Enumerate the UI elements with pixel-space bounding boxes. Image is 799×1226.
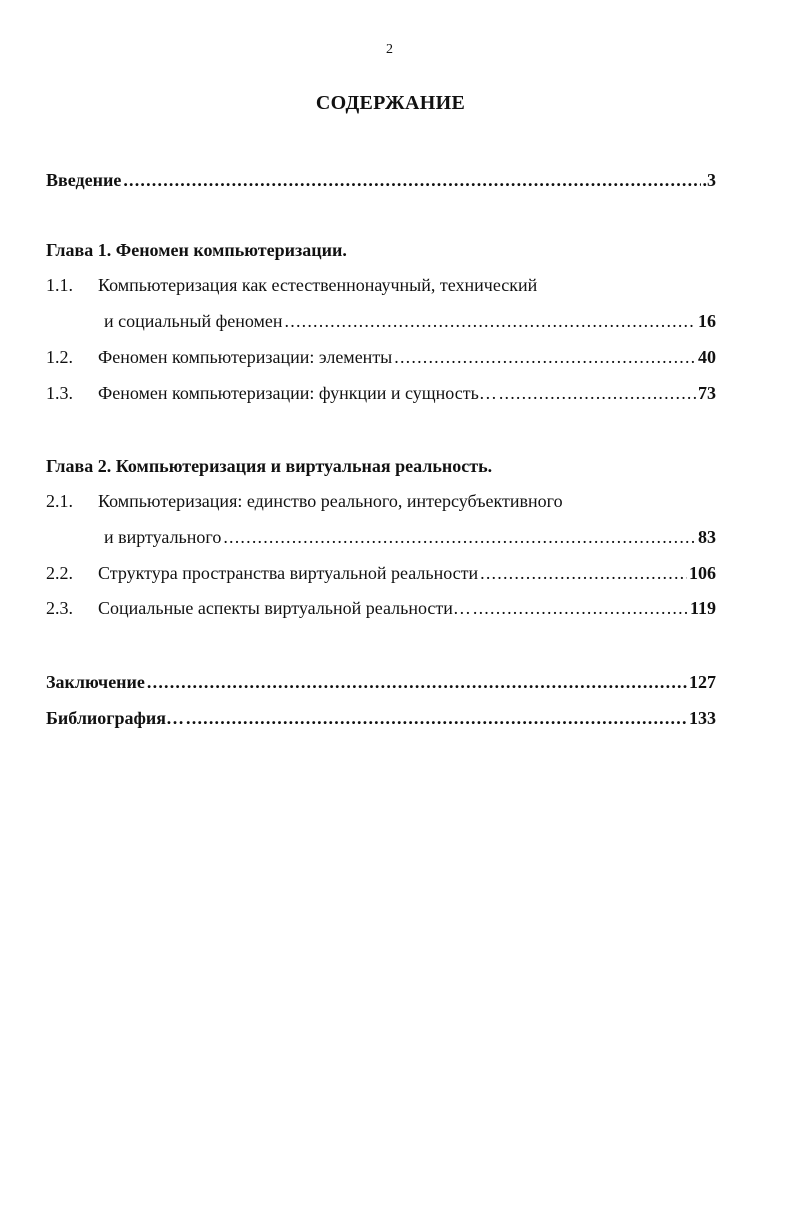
toc-entry-label: и социальный феномен [104,311,283,331]
toc-entry-page: 73 [698,383,716,403]
toc-entry-label: Введение [46,170,122,190]
toc-entry-number: 2.3. [46,598,73,618]
toc-entry-label: Феномен компьютеризации: элементы [98,347,393,367]
toc-entry-number: 1.3. [46,383,73,403]
toc-entry-page: 127 [689,672,716,692]
toc-entry-conclusion[interactable] [46,670,716,694]
dot-leader [480,561,687,585]
toc-entry-label: Библиография… [46,708,185,728]
toc-entry-label: Компьютеризация: единство реального, интерсубъективного [98,491,563,511]
toc-entry-2-2[interactable] [46,561,716,585]
toc-entry-1-2[interactable] [46,345,716,369]
dot-leader [499,381,696,405]
dot-leader [123,168,700,192]
toc-entry-1-1-line1[interactable] [46,273,537,297]
toc-entry-page: 119 [689,598,716,618]
toc-entry-page: 133 [689,708,716,728]
toc-entry-number: 2.2. [46,563,73,583]
toc-entry-intro[interactable] [46,168,716,192]
toc-entry-2-1-line2[interactable] [46,525,716,549]
toc-entry-bibliography[interactable] [46,706,716,730]
toc-entry-page: 40 [698,347,716,367]
toc-title: СОДЕРЖАНИЕ [315,92,466,114]
toc-entry-2-3[interactable] [46,596,716,620]
dot-leader [186,706,687,730]
chapter-1-heading: Глава 1. Феномен компьютеризации. [46,240,347,260]
toc-entry-label: Компьютеризация как естественнонаучный, технический [98,275,538,295]
toc-entry-label: Структура пространства виртуальной реальности [98,563,479,583]
dot-leader [473,596,688,620]
toc-entry-1-3[interactable] [46,381,716,405]
toc-entry-label: Феномен компьютеризации: функции и сущность… [98,383,497,403]
toc-entry-page: 106 [689,563,716,583]
dot-leader [147,670,687,694]
dot-leader [223,525,696,549]
toc-entry-label: Заключение [46,672,145,692]
dot-leader [394,345,696,369]
toc-entry-label: и виртуального [104,527,222,547]
chapter-2-heading: Глава 2. Компьютеризация и виртуальная реальность. [46,456,493,476]
toc-entry-number: 1.2. [46,347,73,367]
toc-entry-1-1-line2[interactable] [46,309,716,333]
toc-entry-page: .3 [702,170,716,190]
toc-entry-page: 83 [698,527,716,547]
page-number: 2 [386,42,393,57]
toc-entry-page: 16 [698,311,716,331]
toc-entry-label: Социальные аспекты виртуальной реальности… [98,598,471,618]
dot-leader [285,309,696,333]
toc-entry-2-1-line1[interactable] [46,489,563,513]
toc-entry-number: 1.1. [46,275,73,295]
toc-entry-number: 2.1. [46,491,73,511]
